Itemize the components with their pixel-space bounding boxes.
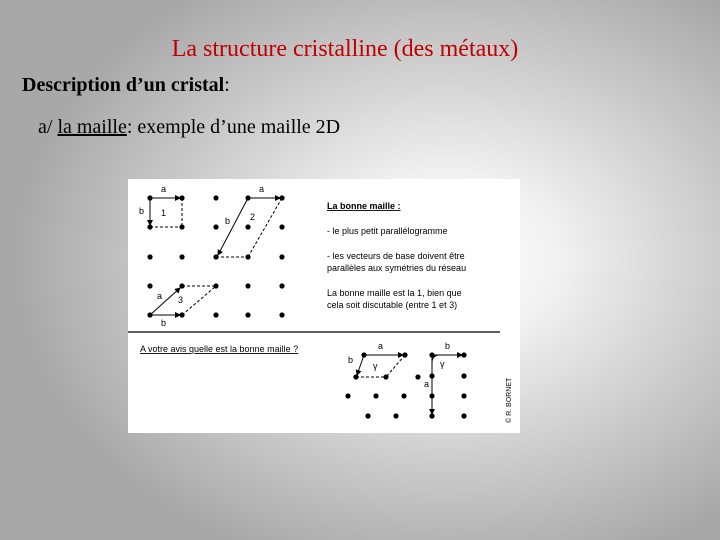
lattice-dots-bottom-right: [429, 352, 466, 418]
cell3-number: 3: [178, 295, 184, 305]
cell1-number: 1: [161, 208, 167, 218]
figure-question: A votre avis quelle est la bonne maille ?: [140, 344, 299, 354]
figure-line-3a: La bonne maille est la 1, bien que: [327, 288, 462, 298]
cell-hex: [356, 355, 405, 377]
rect-label-a: a: [424, 379, 430, 389]
hex-label-a: a: [378, 341, 384, 351]
cell2-label-b: b: [225, 216, 231, 226]
lattice-dots-bottom-left: [345, 352, 420, 418]
point-a: [38, 116, 340, 139]
cell2-number: 2: [250, 212, 256, 222]
cell-rect: [432, 355, 462, 414]
point-underlined-term: la maille: [57, 116, 127, 138]
figure-line-2b: parallèles aux symétries du réseau: [327, 263, 467, 273]
rect-label-b: b: [445, 341, 451, 351]
lattice-figure: [128, 179, 520, 433]
rect-label-gamma: γ: [440, 359, 445, 369]
figure-line-1: - le plus petit parallélogramme: [327, 226, 448, 236]
section-heading: [22, 74, 230, 97]
section-heading-text: Description d’un cristal: [22, 74, 225, 96]
figure-heading: La bonne maille :: [327, 201, 401, 211]
hex-label-b: b: [348, 355, 354, 365]
cell3-label-b: b: [161, 318, 167, 328]
cell1-label-a: a: [161, 184, 167, 194]
point-prefix: a/: [38, 116, 58, 138]
figure-line-3b: cela soit discutable (entre 1 et 3): [327, 300, 458, 310]
figure-credit: © R. BORNET: [506, 377, 513, 423]
section-heading-colon: :: [224, 74, 230, 96]
cell2-label-a: a: [259, 184, 265, 194]
hex-label-gamma: γ: [373, 361, 378, 371]
slide-title: La structure cristalline (des métaux): [171, 36, 519, 62]
figure-line-2a: - les vecteurs de base doivent être: [327, 251, 465, 261]
lattice-figure-svg: [128, 179, 520, 433]
point-rest: : exemple d’une maille 2D: [126, 116, 341, 138]
cell3-label-a: a: [157, 291, 163, 301]
cell1-label-b: b: [139, 206, 145, 216]
